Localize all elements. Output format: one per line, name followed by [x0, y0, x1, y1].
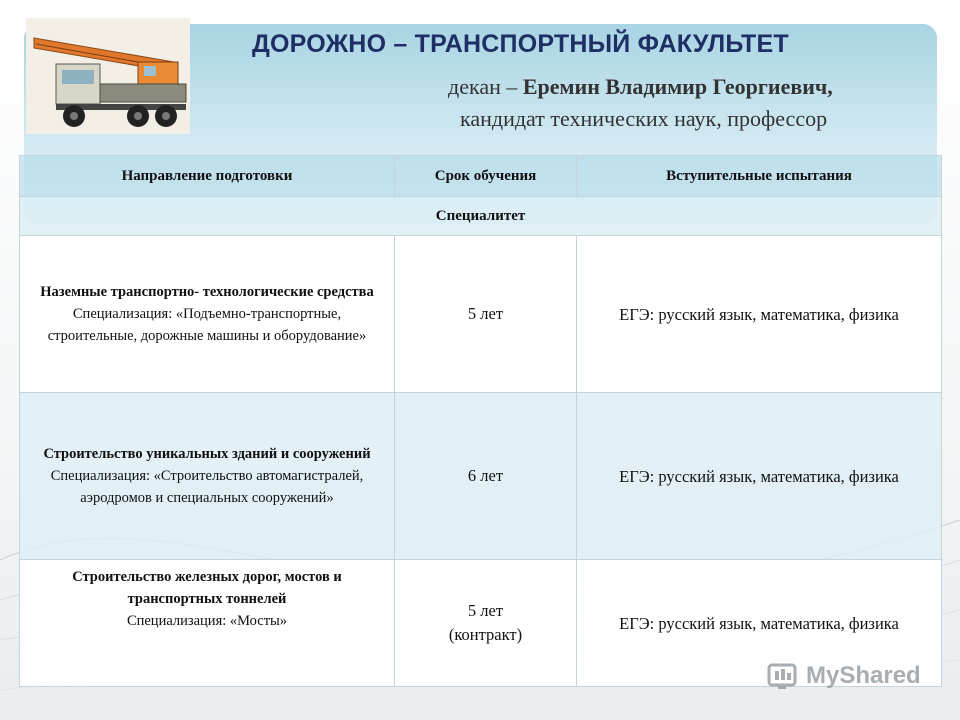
duration-note: (контракт) [448, 625, 523, 644]
dean-degree: кандидат технических наук, профессор [460, 106, 828, 131]
duration-cell [395, 236, 577, 393]
program-specialization: Специализация: «Строительство автомагистралей, аэродромов и специальных сооружений» [50, 468, 364, 506]
duration-cell [395, 393, 577, 560]
duration-value: 6 лет [467, 466, 504, 485]
dean-line [448, 74, 928, 100]
section-row [20, 197, 942, 236]
program-cell [20, 560, 395, 687]
exams-cell [577, 236, 942, 393]
program-specialization: Специализация: «Подъемно-транспортные, строительные, дорожные машины и оборудование» [47, 306, 367, 344]
duration-cell [395, 560, 577, 687]
dean-prefix: декан – [448, 74, 523, 99]
faculty-title: ДОРОЖНО – ТРАНСПОРТНЫЙ ФАКУЛЬТЕТ [252, 30, 789, 58]
crane-truck-photo [26, 18, 190, 134]
exams-value: ЕГЭ: русский язык, математика, физика [619, 613, 899, 633]
table-row [20, 393, 942, 560]
table-row [20, 236, 942, 393]
exams-cell [577, 393, 942, 560]
duration-value: 5 лет [467, 601, 504, 620]
watermark-text: MyShared [806, 662, 921, 689]
program-specialization: Специализация: «Мосты» [126, 613, 288, 629]
program-cell [20, 236, 395, 393]
programs-table [19, 155, 942, 687]
myshared-watermark [766, 656, 936, 696]
program-name: Строительство уникальных зданий и сооружений [43, 446, 371, 462]
column-header-program: Направление подготовки [20, 156, 395, 197]
section-label: Специалитет [20, 197, 942, 236]
table-header-row [20, 156, 942, 197]
column-header-exams: Вступительные испытания [577, 156, 942, 197]
dean-name: Еремин Владимир Георгиевич, [522, 74, 833, 99]
duration-value: 5 лет [467, 304, 504, 323]
myshared-logo-icon [766, 659, 800, 693]
exams-value: ЕГЭ: русский язык, математика, физика [619, 304, 899, 324]
program-name: Строительство железных дорог, мостов и транспортных тоннелей [72, 569, 342, 607]
program-name: Наземные транспортно- технологические средства [40, 284, 374, 300]
exams-value: ЕГЭ: русский язык, математика, физика [619, 466, 899, 486]
column-header-duration: Срок обучения [395, 156, 577, 197]
program-cell [20, 393, 395, 560]
